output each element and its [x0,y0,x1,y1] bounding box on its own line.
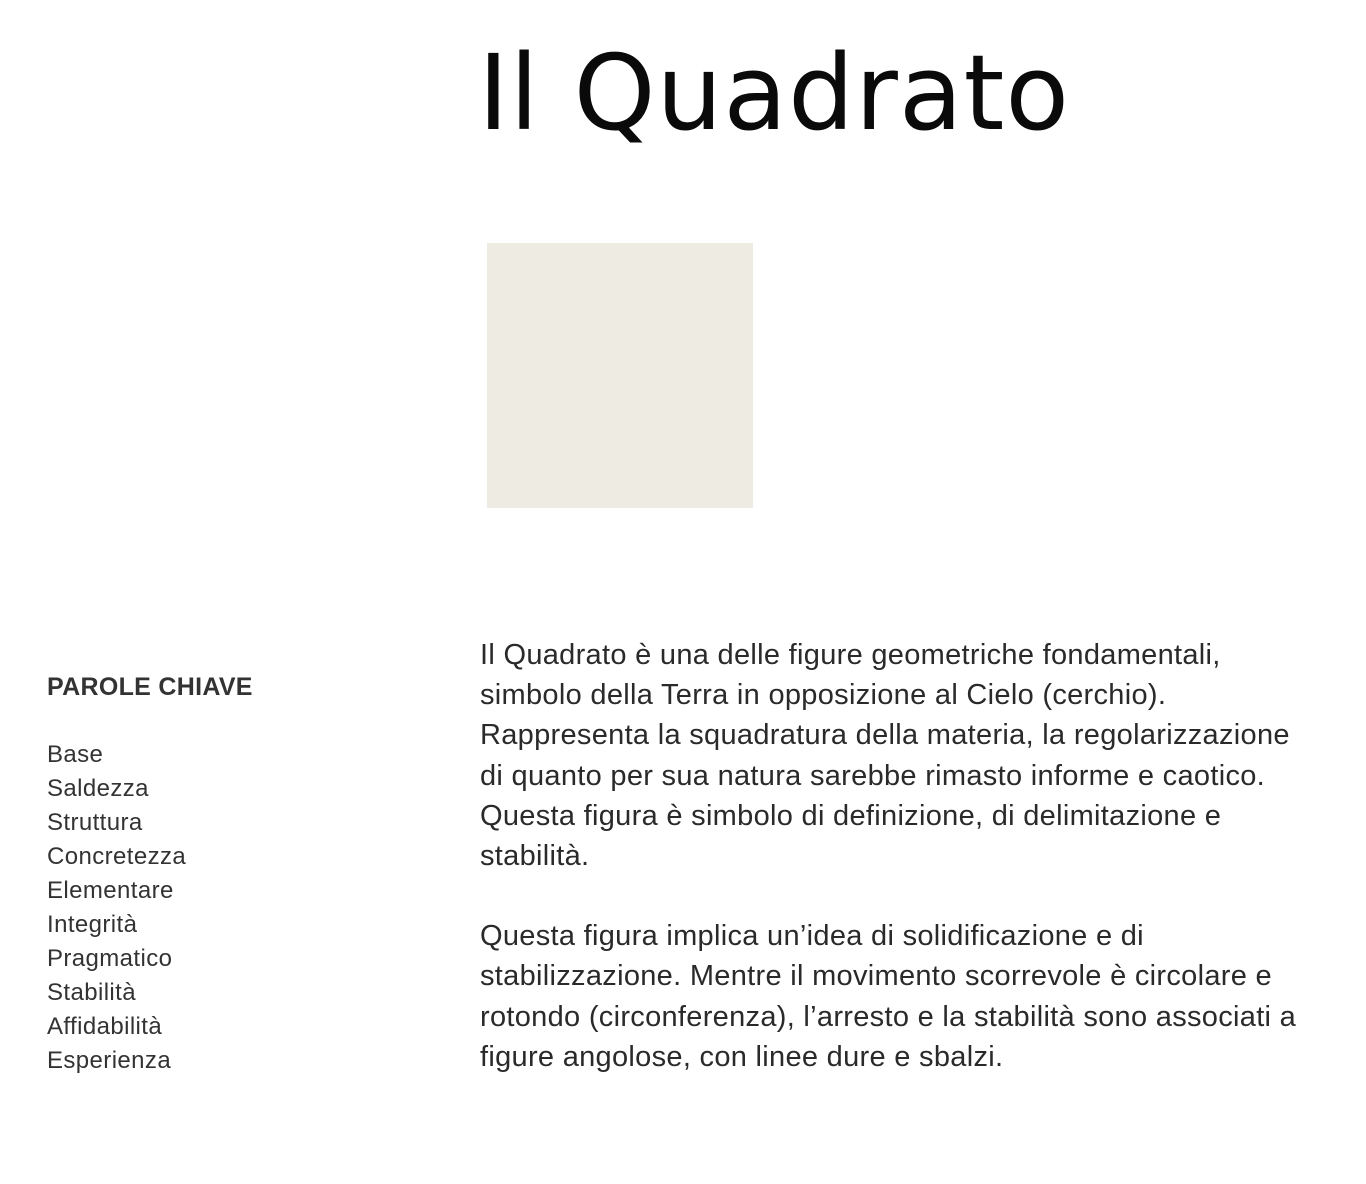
page-title: Il Quadrato [478,32,1071,154]
keyword-item: Stabilità [47,979,136,1006]
keyword-item: Concretezza [47,843,187,870]
keyword-item: Affidabilità [47,1013,163,1040]
keyword-item: Saldezza [47,775,149,802]
description [480,635,1300,1077]
keyword-item: Pragmatico [47,945,173,972]
keyword-item: Esperienza [47,1047,172,1074]
keyword-item: Base [47,741,104,768]
keyword-item: Struttura [47,809,143,836]
square-figure [487,243,753,508]
keywords-panel [47,668,377,1078]
description-paragraph: Questa figura implica un’idea di solidificazione e di stabilizzazione. Mentre il movimento scorrevole è circolare e rotondo (circonferenza), l’arresto e la stabilità sono associati a figure angolose, con linee dure e sbalzi. [480,920,1297,1073]
keyword-item: Integrità [47,911,138,938]
keyword-item: Elementare [47,877,174,904]
keyword-list [47,738,377,1078]
keywords-heading: PAROLE CHIAVE [47,673,253,701]
description-paragraph: Il Quadrato è una delle figure geometriche fondamentali, simbolo della Terra in opposizione al Cielo (cerchio). Rappresenta la squadratura della materia, la regolarizzazione di quanto per sua natura sarebbe rimasto informe e caotico. Questa figura è simbolo di definizione, di delimitazione e stabilità. [480,639,1290,873]
